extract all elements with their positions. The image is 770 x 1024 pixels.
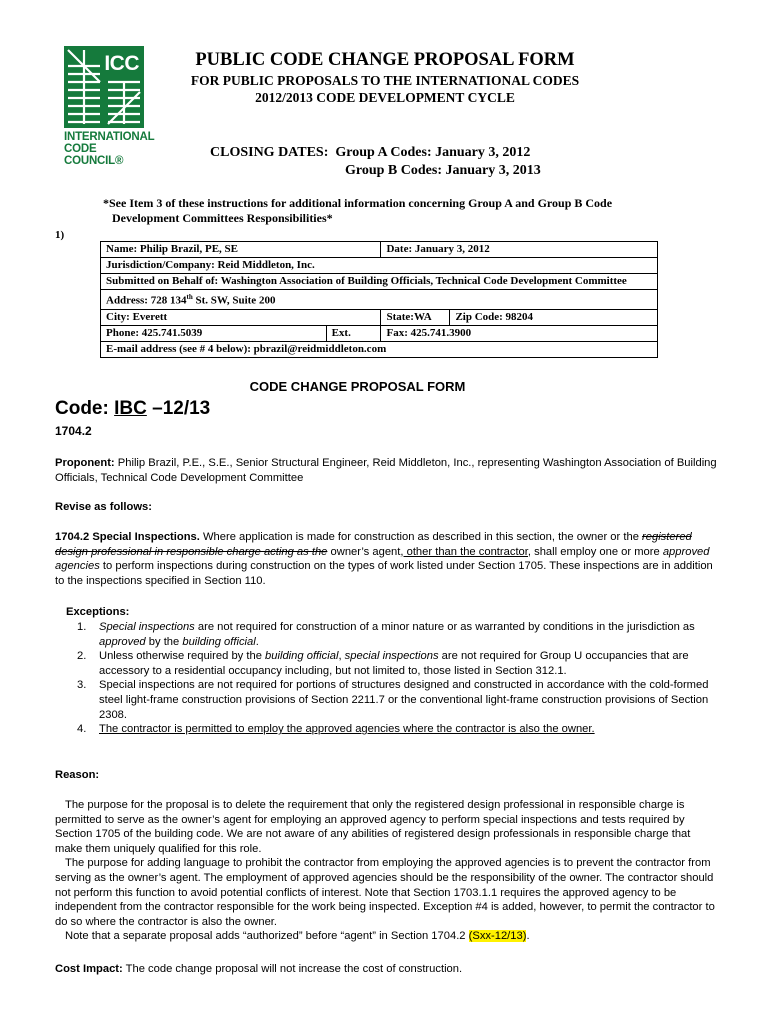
jurisdiction-cell: Jurisdiction/Company: Reid Middleton, Inc. (101, 258, 658, 274)
exception-text: building official (182, 635, 256, 648)
zip-cell: Zip Code: 98204 (450, 309, 658, 325)
cost-impact-text: The code change proposal will not increase the cost of construction. (122, 963, 463, 975)
icc-logo (64, 46, 155, 167)
provision-text-4: to perform inspections during construction on the types of work listed under Section 1705. These inspections are in addition to the inspections specified in Section 110. (55, 560, 713, 587)
note-line-1: *See Item 3 of these instructions for additional information concerning Group A and Group B Code (103, 196, 613, 210)
fax-cell: Fax: 425.741.3900 (381, 325, 658, 341)
icc-logo-letters: ICC (104, 52, 139, 75)
exception-text: , (338, 650, 345, 663)
email-cell: E-mail address (see # 4 below): pbrazil@reidmiddleton.com (101, 341, 658, 357)
city-cell: City: Everett (101, 309, 381, 325)
closing-dates (210, 144, 541, 180)
exception-number: 2. (77, 650, 87, 663)
reason-paragraph-2: The purpose for adding language to prohibit the contractor from employing the approved agencies is to prevent the contractor from serving as the owner’s agent. The employment of approved agencies should be the responsibility of the owner. The contractor should not perform this function to avoid potential conflicts of interest. Note that Section 1703.1.1 requires the approved agency to be independent from the contractor responsible for the work being inspected. Exception #4 is added, however, to permit the contractor to do so where the contractor is also the owner. (55, 857, 715, 928)
ext-cell: Ext. (326, 325, 381, 341)
exception-number: 3. (77, 679, 87, 692)
address-cell (101, 290, 658, 310)
name-cell: Name: Philip Brazil, PE, SE (101, 242, 381, 258)
contact-info-table (100, 241, 658, 358)
instructions-note (103, 196, 713, 226)
reason-body (55, 798, 720, 944)
exception-text: building official (265, 650, 339, 663)
date-cell: Date: January 3, 2012 (381, 242, 658, 258)
exception-item-inserted (55, 722, 720, 737)
exception-text: special inspections (344, 650, 439, 663)
exception-item (55, 678, 720, 722)
address-part-2: St. SW, Suite 200 (192, 294, 276, 307)
closing-label: CLOSING DATES: (210, 145, 329, 160)
behalf-cell: Submitted on Behalf of: Washington Association of Building Officials, Technical Code Development Committee (101, 274, 658, 290)
exception-number: 4. (77, 723, 87, 736)
exception-text: approved (99, 635, 146, 648)
page-subtitle: FOR PUBLIC PROPOSALS TO THE INTERNATIONAL CODES (190, 73, 580, 88)
highlighted-reference: (Sxx-12/13) (468, 930, 527, 943)
reason-paragraph-3 (55, 929, 720, 944)
exception-text: The contractor is permitted to employ the approved agencies where the contractor is also the owner. (99, 723, 595, 736)
provision-paragraph (55, 530, 720, 588)
code-name: IBC (114, 398, 147, 419)
provision-text-1: Where application is made for construction as described in this section, the owner or the (199, 531, 643, 543)
exceptions-label: Exceptions: (66, 606, 130, 618)
reason-paragraph-1: The purpose for the proposal is to delete the requirement that only the registered design professional in responsible charge is permitted to serve as the owner’s agent for employing an approved agency to perform special inspections and tests required by Section 1705 of the building code. We are not aware of any abilities of registered design professionals in responsible charge that make them uniquely qualified for this role. (55, 799, 691, 855)
icc-logo-text (64, 131, 155, 167)
item-number: 1) (55, 229, 65, 241)
page-title: PUBLIC CODE CHANGE PROPOSAL FORM (195, 50, 575, 70)
exception-number: 1. (77, 621, 87, 633)
inserted-text: , other than the contractor, (400, 545, 531, 558)
phone-cell: Phone: 425.741.5039 (101, 325, 327, 341)
reason-p3-end: . (526, 930, 530, 943)
exception-item (55, 620, 720, 649)
state-cell: State:WA (381, 309, 450, 325)
cost-impact-label: Cost Impact: (55, 963, 123, 975)
icc-logo-line2: CODE COUNCIL® (64, 143, 124, 167)
provision-text-2: owner’s agent (327, 545, 401, 558)
provision-italic: approved agencies (55, 545, 710, 573)
deleted-text: registered design professional in responsible charge acting as the (55, 531, 692, 558)
icc-logo-mark (64, 46, 144, 128)
icc-logo-line1: INTERNATIONAL (64, 131, 155, 143)
closing-group-b: Group B Codes: January 3, 2013 (345, 163, 541, 178)
cost-impact (55, 962, 720, 977)
cycle-subtitle: 2012/2013 CODE DEVELOPMENT CYCLE (255, 90, 515, 105)
exception-text: are not required for construction of a minor nature or as warranted by conditions in the jurisdiction as (194, 621, 695, 633)
exception-text: Special inspections (99, 621, 195, 633)
note-line-2: Development Committees Responsibilities* (112, 211, 333, 225)
code-label: Code: (55, 398, 115, 419)
proponent-text: Philip Brazil, P.E., S.E., Senior Structural Engineer, Reid Middleton, Inc., representing Washington Association of Building Officials, Technical Code Development Committee (55, 457, 717, 484)
address-part-1: Address: 728 134 (106, 294, 187, 307)
address-superscript: th (186, 293, 193, 301)
reason-p3-text: Note that a separate proposal adds “authorized” before “agent” in Section 1704.2 (65, 930, 469, 943)
provision-text-3: shall employ one or more (531, 545, 663, 558)
exceptions-list (55, 620, 720, 737)
section-number: 1704.2 (55, 424, 92, 438)
provision-heading: 1704.2 Special Inspections. (55, 531, 200, 543)
exception-text: by the (145, 635, 183, 648)
closing-group-a: Group A Codes: January 3, 2012 (335, 145, 531, 160)
exception-text: Special inspections are not required for portions of structures designed and constructed in accordance with the cold-formed steel light-frame construction provisions of Section 2211.7 or the conventional light-frame construction provisions of Section 2308. (99, 679, 709, 721)
reason-label: Reason: (55, 769, 100, 781)
exception-text: Unless otherwise required by the (99, 650, 266, 663)
proponent-label: Proponent: (55, 457, 115, 469)
exception-text: . (255, 635, 259, 648)
exception-item (55, 649, 720, 678)
revise-instruction: Revise as follows: (55, 501, 152, 513)
code-cycle: –12/13 (146, 398, 211, 419)
section-title: CODE CHANGE PROPOSAL FORM (249, 379, 466, 394)
proponent-paragraph (55, 456, 720, 485)
code-heading (55, 398, 210, 420)
exception-text: are not required for Group U occupancies that are accessory to a residential occupancy including, but not limited to, those listed in Section 312.1. (99, 650, 689, 677)
